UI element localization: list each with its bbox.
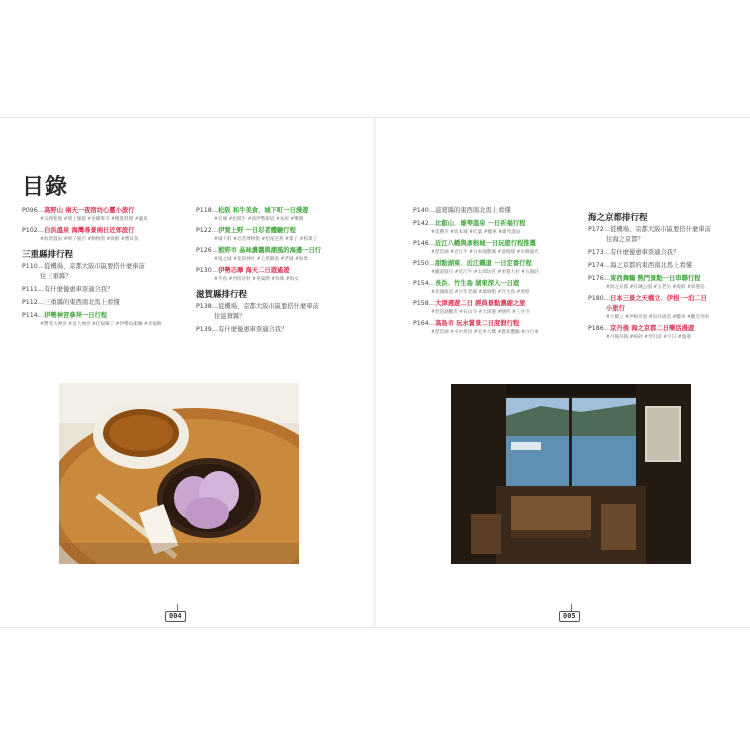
- book-gutter: [374, 117, 376, 626]
- toc-entry-row: [413, 219, 563, 229]
- page-ref: P154: [413, 280, 429, 287]
- entry-title: 近江八幡與彥根城一日玩遊行程推薦: [435, 240, 536, 247]
- leader-dots: …: [428, 207, 436, 214]
- entry-tags: #北國街道 #百年老舖 #玻璃館 #竹生島 #黑壁: [431, 290, 530, 295]
- toc-entry: [22, 206, 172, 223]
- toc-entry: [196, 325, 346, 335]
- toc-column-right-2: [588, 206, 738, 344]
- leader-dots: …: [37, 299, 45, 306]
- page-number-right: 005: [559, 611, 580, 622]
- page-ref: P174: [588, 262, 604, 269]
- toc-entry: [413, 239, 563, 256]
- toc-column-right-1: [413, 206, 563, 339]
- toc-entry-row: [22, 226, 172, 236]
- toc-entry-row: [22, 262, 172, 272]
- entry-title: 高島市 玩水賞景二日度假行程: [435, 320, 520, 327]
- leader-dots: …: [428, 220, 436, 227]
- entry-tags: #海景溫泉 #崎子風呂 #動物園 #海鮮 #寶貝魚: [40, 237, 139, 242]
- entry-title: 高野山 兩天一夜宿坊心靈小旅行: [44, 207, 135, 214]
- page-ref: P173: [588, 249, 604, 256]
- page-ref: P102: [22, 227, 38, 234]
- entry-title: 三重縣的東西南北馬上看懂: [44, 299, 120, 306]
- leader-dots: …: [37, 286, 45, 293]
- entry-tags: #延曆寺 #坂本城 #紅葉 #纜車 #雄琴溫泉: [431, 230, 521, 235]
- page-number-left: 004: [165, 611, 186, 622]
- leader-dots: …: [603, 262, 611, 269]
- toc-entry-row: [22, 206, 172, 216]
- page-ref: P138: [196, 303, 212, 310]
- toc-entry-row: [588, 248, 738, 258]
- section-heading: 三重縣排行程: [22, 250, 74, 260]
- entry-tags: #丹後丹後 #鳴砂 #琴引浜 #夕日 #漁港: [606, 335, 691, 340]
- leader-dots: …: [211, 326, 219, 333]
- toc-entry: [22, 298, 172, 308]
- leader-dots: …: [603, 275, 611, 282]
- leader-dots: …: [428, 240, 436, 247]
- leader-dots: …: [603, 249, 611, 256]
- entry-tags: #宗務聖地 #壇上伽藍 #金剛峯寺 #精進料理 #龍泉: [40, 217, 148, 222]
- toc-column-left-1: [22, 206, 172, 331]
- entry-title: 海之京都的東西南北馬上看懂: [610, 262, 692, 269]
- page-ref: P172: [588, 226, 604, 233]
- entry-title: 大津週遊二日 經典景點濃縮之旅: [435, 300, 526, 307]
- entry-title: 有什麼優惠車票適合我？: [44, 286, 114, 293]
- toc-entry-row: [413, 319, 563, 329]
- entry-title: 日本三景之天橋立．伊根 一泊二日: [610, 295, 707, 302]
- entry-title: 從機場、京都大阪市區要搭什麼車前: [44, 263, 145, 270]
- entry-title: 東西舞鶴 熱門景點一日串聯行程: [610, 275, 701, 282]
- toc-entry-row: [588, 225, 738, 235]
- entry-title: 伊勢志摩 海天二日遊遙遊: [218, 267, 290, 274]
- page-ref: P118: [196, 207, 212, 214]
- page-ref: P112: [22, 299, 38, 306]
- toc-entry: [413, 299, 563, 316]
- entry-title: 白浜溫泉 海灣尋景兩日近郊旅行: [44, 227, 135, 234]
- page-number-tick-left: [177, 604, 178, 611]
- toc-entry-row: [588, 324, 738, 334]
- section-heading: 滋賀縣排行程: [196, 290, 248, 300]
- entry-title: 有什麼優惠車票適合我？: [218, 326, 288, 333]
- toc-entry-row: [588, 261, 738, 271]
- toc-entry: [588, 274, 738, 291]
- leader-dots: …: [211, 207, 219, 214]
- toc-entry: [196, 226, 346, 243]
- leader-dots: …: [428, 280, 436, 287]
- entry-title-continued: 往三重縣？: [40, 273, 72, 280]
- page-number-tick-right: [571, 604, 572, 611]
- entry-title: 從機場、京都大阪市區要搭什麼車前: [218, 303, 319, 310]
- toc-entry-row: [22, 285, 172, 295]
- toc-entry: [588, 248, 738, 258]
- page-ref: P126: [196, 247, 212, 254]
- toc-entry-row: [196, 302, 346, 312]
- leader-dots: …: [211, 303, 219, 310]
- leader-dots: …: [428, 300, 436, 307]
- toc-entry: [22, 262, 172, 282]
- entry-title: 京丹後 海之京都二日樂活漫遊: [610, 325, 695, 332]
- toc-entry: [413, 206, 563, 216]
- toc-entry: [22, 285, 172, 295]
- page-ref: P110: [22, 263, 38, 270]
- entry-tags: #琵琶湖 #近江牛 #日本國寶城 #彥根喵 #水鄉風光: [431, 250, 539, 255]
- entry-tags: #豐受大神宮 #皇大神宮 #托福橫丁 #伊勢烏龍麵 #赤福餅: [40, 322, 162, 327]
- section-heading: 海之京都排行程: [588, 213, 648, 223]
- toc-entry: [196, 206, 346, 223]
- page-ref: P139: [196, 326, 212, 333]
- toc-entry-row: [196, 266, 346, 276]
- entry-title: 從機場、京都大阪市區要搭什麼車前: [610, 226, 711, 233]
- entry-tags: #城下町 #忍者博物館 #松尾芭蕉 #菓子 #和菓子: [214, 237, 318, 242]
- entry-title: 滋賀縣的東西南北馬上看懂: [435, 207, 511, 214]
- entry-title-continued: 小旅行: [606, 305, 625, 312]
- entry-title: 松阪 和牛美食，城下町一日漫遊: [218, 207, 309, 214]
- entry-title-continued: 往海之京都？: [606, 236, 644, 243]
- page-ref: P176: [588, 275, 604, 282]
- page-ref: P146: [413, 240, 429, 247]
- entry-title: 伊勢神宮參拜一日行程: [44, 312, 108, 319]
- photo-tea-and-sweets: [59, 383, 299, 564]
- page-ref: P130: [196, 267, 212, 274]
- toc-entry: [413, 259, 563, 276]
- toc-entry: [588, 261, 738, 271]
- leader-dots: …: [211, 247, 219, 254]
- toc-entry: [413, 219, 563, 236]
- toc-entry-row: [196, 226, 346, 236]
- leader-dots: …: [37, 312, 45, 319]
- page-ref: P142: [413, 220, 429, 227]
- photo-boathouse-view: [451, 384, 691, 564]
- toc-entry-row: [588, 294, 738, 304]
- page-ref: P150: [413, 260, 429, 267]
- entry-tags: #名城 #松阪牛 #商伊勢街道 #本居 #樂園: [214, 217, 304, 222]
- entry-title: 比叡山．雄琴溫泉 一日祈福行程: [435, 220, 526, 227]
- toc-column-left-2: [196, 206, 346, 338]
- toc-entry: [22, 226, 172, 243]
- toc-entry: [413, 319, 563, 336]
- entry-tags: #半島 #西班牙村 #英虞灣 #珍珠 #海女: [214, 277, 299, 282]
- entry-title-continued: 往滋賀縣？: [214, 313, 246, 320]
- toc-entry-row: [588, 274, 738, 284]
- entry-title: 甜點湖東．近江鐵道 一日定番行程: [435, 260, 532, 267]
- leader-dots: …: [603, 325, 611, 332]
- toc-entry: [196, 266, 346, 283]
- entry-tags: #海之京都 #紅磚公園 #五老岳 #海鮮 #軍港巡: [606, 285, 705, 290]
- leader-dots: …: [211, 227, 219, 234]
- page-ref: P096: [22, 207, 38, 214]
- toc-entry-row: [196, 206, 346, 216]
- entry-title: 熊野市 晶味濃醬與潮風的海邊一日行: [218, 247, 322, 254]
- page-ref: P158: [413, 300, 429, 307]
- page-ref: P164: [413, 320, 429, 327]
- toc-entry-row: [413, 259, 563, 269]
- leader-dots: …: [603, 295, 611, 302]
- leader-dots: …: [37, 207, 45, 214]
- entry-tags: #天橋立 #伊根舟屋 #向井酒造 #纜車 #觀光列車: [606, 315, 710, 320]
- toc-entry-row: [22, 311, 172, 321]
- entry-title: 有什麼優惠車票適合我？: [610, 249, 680, 256]
- toc-entry: [413, 279, 563, 296]
- toc-title: 目錄: [22, 174, 69, 200]
- page-ref: P111: [22, 286, 38, 293]
- page-ref: P122: [196, 227, 212, 234]
- leader-dots: …: [428, 320, 436, 327]
- toc-entry-row: [413, 239, 563, 249]
- toc-entry: [588, 294, 738, 321]
- page-ref: P114: [22, 312, 38, 319]
- leader-dots: …: [37, 227, 45, 234]
- toc-entry-row: [22, 298, 172, 308]
- entry-title: 長浜．竹生島 湖東深入一日遊: [435, 280, 520, 287]
- page-ref: P140: [413, 207, 429, 214]
- toc-entry-row: [196, 246, 346, 256]
- entry-tags: #鐵道旅行 #近江牛 #太郎坊宮 #多賀大社 #五個莊: [431, 270, 539, 275]
- toc-entry: [588, 225, 738, 245]
- leader-dots: …: [211, 267, 219, 274]
- toc-entry: [22, 311, 172, 328]
- entry-title: 伊賀上野 一日忍者體驗行程: [218, 227, 296, 234]
- leader-dots: …: [37, 263, 45, 270]
- toc-entry-row: [413, 206, 563, 216]
- entry-tags: #鬼之城 #花窟神社 #七里御浜 #老城 #海景: [214, 257, 308, 262]
- toc-entry-row: [196, 325, 346, 335]
- toc-entry-row: [413, 299, 563, 309]
- entry-tags: #琵琶湖 #水中鳥居 #近木大橋 #農家體驗 #白行車: [431, 330, 539, 335]
- leader-dots: …: [603, 226, 611, 233]
- toc-entry-row: [413, 279, 563, 289]
- toc-entry: [196, 246, 346, 263]
- toc-entry: [588, 324, 738, 341]
- page-ref: P180: [588, 295, 604, 302]
- entry-tags: #琵琶湖觀光 #石山寺 #大津港 #膳所 #三井寺: [431, 310, 530, 315]
- toc-entry: [196, 302, 346, 322]
- page-ref: P186: [588, 325, 604, 332]
- leader-dots: …: [428, 260, 436, 267]
